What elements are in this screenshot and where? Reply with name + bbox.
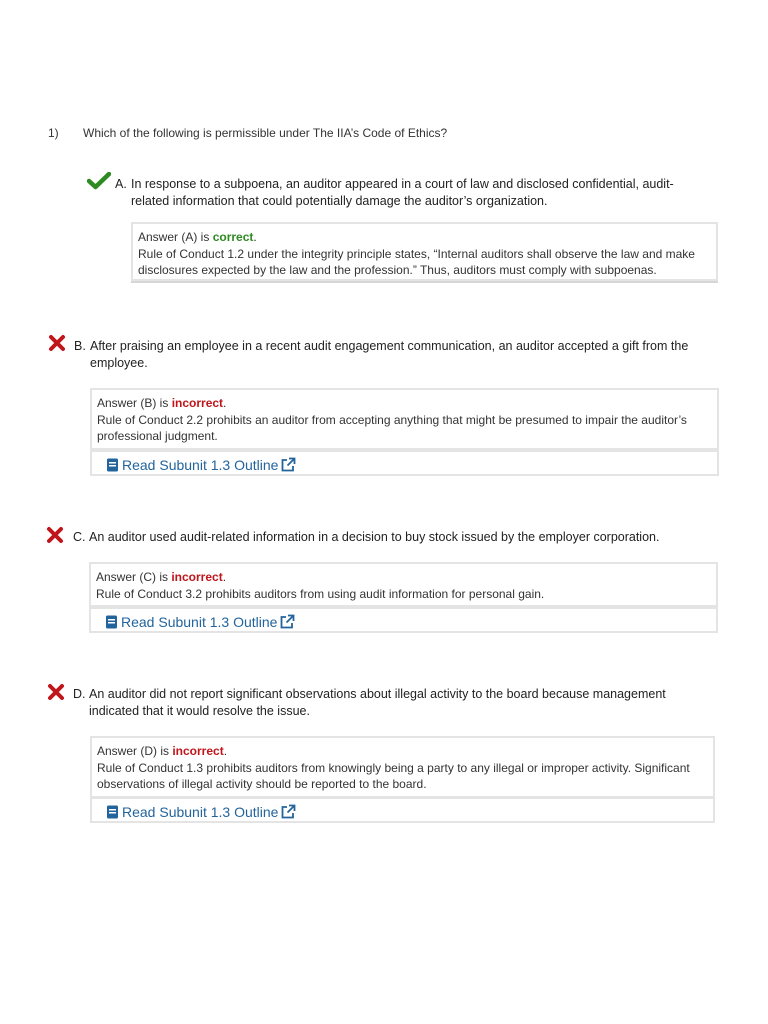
question-text: Which of the following is permissible under The IIA’s Code of Ethics?	[83, 126, 448, 140]
book-icon	[105, 615, 118, 629]
answer-feedback-b: Answer (B) is incorrect. Rule of Conduct 2.2 prohibits an auditor from accepting anything that might be presumed to impair the auditor’s professional judgment.	[90, 388, 719, 450]
explanation-text: Rule of Conduct 1.3 prohibits auditors from knowingly being a party to any illegal or improper activity. Significant observations of illegal activity should be reported to the board.	[97, 760, 690, 791]
option-text: After praising an employee in a recent audit engagement communication, an auditor accepted a gift from the employee.	[90, 339, 689, 370]
verdict-correct: correct	[212, 230, 254, 244]
option-text: An auditor used audit-related information in a decision to buy stock issued by the employer corporation.	[89, 530, 660, 544]
answer-feedback-c: Answer (C) is incorrect. Rule of Conduct 3.2 prohibits auditors from using audit information for personal gain.	[89, 562, 718, 607]
answer-feedback-a: Answer (A) is correct. Rule of Conduct 1.2 under the integrity principle states, “Internal auditors shall observe the law and make disclosures expected by the law and the profession.” Thus, auditors must comply with subpoenas.	[131, 222, 718, 281]
external-link-icon	[281, 804, 296, 819]
book-icon	[106, 458, 119, 472]
option-b[interactable]	[74, 338, 714, 372]
answer-prefix: Answer (B) is	[97, 396, 172, 410]
answer-prefix: Answer (A) is	[138, 230, 213, 244]
x-icon	[48, 334, 66, 357]
option-letter: A.	[115, 177, 127, 191]
verdict-incorrect: incorrect	[171, 570, 223, 584]
option-a[interactable]	[115, 176, 695, 210]
option-letter: D.	[73, 687, 86, 701]
option-letter: B.	[74, 339, 86, 353]
answer-prefix: Answer (D) is	[97, 744, 173, 758]
explanation-text: Rule of Conduct 3.2 prohibits auditors from using audit information for personal gain.	[96, 586, 545, 601]
option-text: An auditor did not report significant observations about illegal activity to the board because management indicated that it would resolve the issue.	[89, 687, 666, 718]
read-outline-link-d[interactable]	[90, 797, 715, 823]
external-link-icon	[280, 614, 295, 629]
book-icon	[106, 805, 119, 819]
option-c[interactable]	[73, 529, 713, 546]
verdict-incorrect: incorrect	[172, 744, 224, 758]
x-icon	[46, 526, 64, 549]
question-number: 1)	[48, 126, 59, 140]
read-outline-label[interactable]: Read Subunit 1.3 Outline	[121, 613, 278, 630]
read-outline-link-c[interactable]	[89, 607, 718, 633]
read-outline-label[interactable]: Read Subunit 1.3 Outline	[122, 456, 279, 473]
option-text: In response to a subpoena, an auditor appeared in a court of law and disclosed confidential, audit-related information that could potentially damage the auditor’s organization.	[131, 177, 674, 208]
explanation-text: Rule of Conduct 2.2 prohibits an auditor from accepting anything that might be presumed to impair the auditor’s professional judgment.	[97, 412, 687, 443]
x-icon	[47, 683, 65, 706]
answer-prefix: Answer (C) is	[96, 570, 172, 584]
explanation-text: Rule of Conduct 1.2 under the integrity principle states, “Internal auditors shall observe the law and make disclosures expected by the law and the profession.” Thus, auditors must comply with subpoenas.	[138, 246, 695, 277]
read-outline-label[interactable]: Read Subunit 1.3 Outline	[122, 803, 279, 820]
read-outline-link-b[interactable]	[90, 450, 719, 476]
external-link-icon	[281, 457, 296, 472]
option-d[interactable]	[73, 686, 693, 720]
verdict-incorrect: incorrect	[171, 396, 224, 410]
answer-feedback-d: Answer (D) is incorrect. Rule of Conduct 1.3 prohibits auditors from knowingly being a party to any illegal or improper activity. Significant observations of illegal activity should be reported to the board.	[90, 736, 715, 798]
checkmark-icon	[87, 172, 111, 195]
option-letter: C.	[73, 530, 86, 544]
